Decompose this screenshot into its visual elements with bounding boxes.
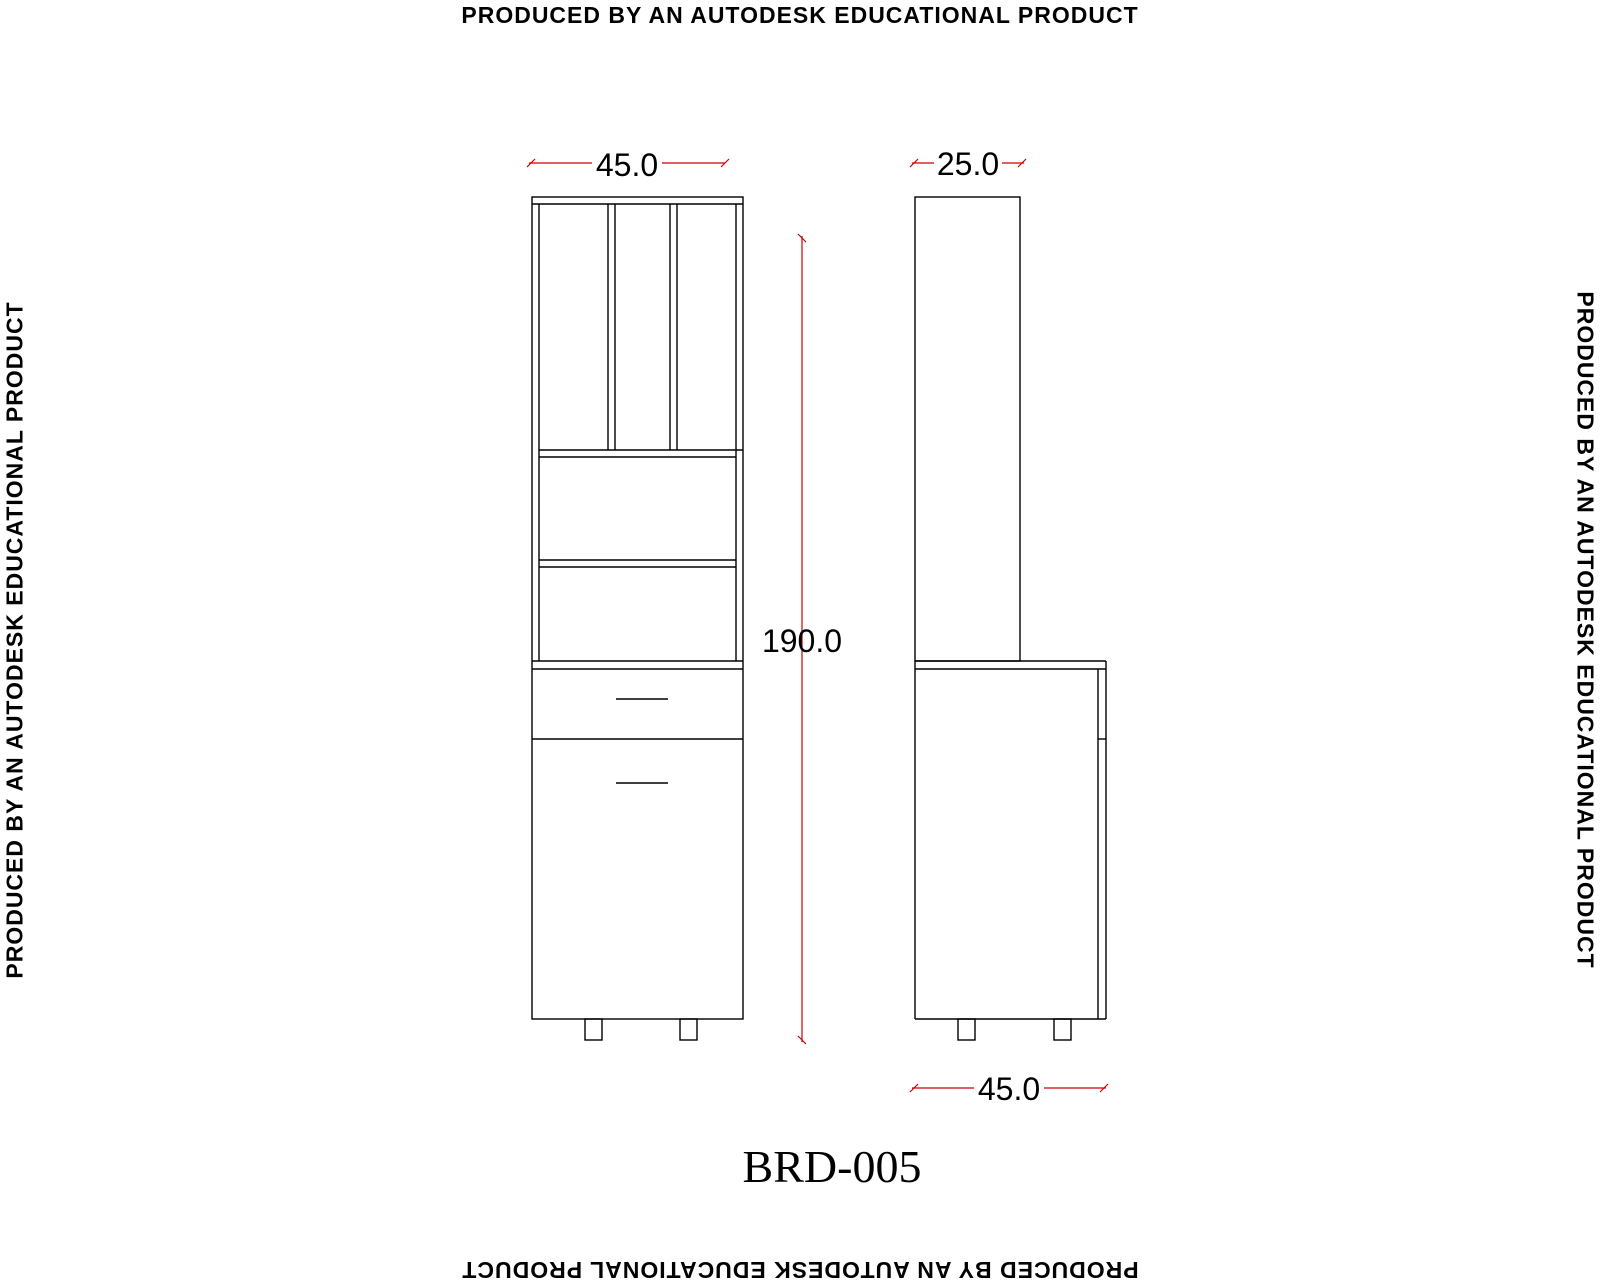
watermark-left: PRODUCED BY AN AUTODESK EDUCATIONAL PRODUCT <box>1 301 28 979</box>
front-view <box>532 197 743 1040</box>
dim-front-width-label: 45.0 <box>595 147 659 183</box>
front-foot-left <box>585 1019 602 1040</box>
dim-side-top-depth-label: 25.0 <box>936 146 1000 182</box>
dim-height-label: 190.0 <box>761 623 843 659</box>
side-foot-right <box>1054 1019 1071 1040</box>
watermark-bottom: PRODUCED BY AN AUTODESK EDUCATIONAL PRODUCT <box>461 1257 1139 1283</box>
watermark-right: PRODUCED BY AN AUTODESK EDUCATIONAL PRODUCT <box>1572 291 1599 969</box>
side-view <box>915 197 1106 1040</box>
drawing-title: BRD-005 <box>742 1141 922 1192</box>
watermark-top: PRODUCED BY AN AUTODESK EDUCATIONAL PRODUCT <box>461 2 1139 28</box>
front-outer-frame <box>532 197 743 1019</box>
side-upper-panel <box>915 197 1020 661</box>
front-foot-right <box>680 1019 697 1040</box>
dim-side-bottom-depth-label: 45.0 <box>977 1071 1041 1107</box>
side-foot-left <box>958 1019 975 1040</box>
